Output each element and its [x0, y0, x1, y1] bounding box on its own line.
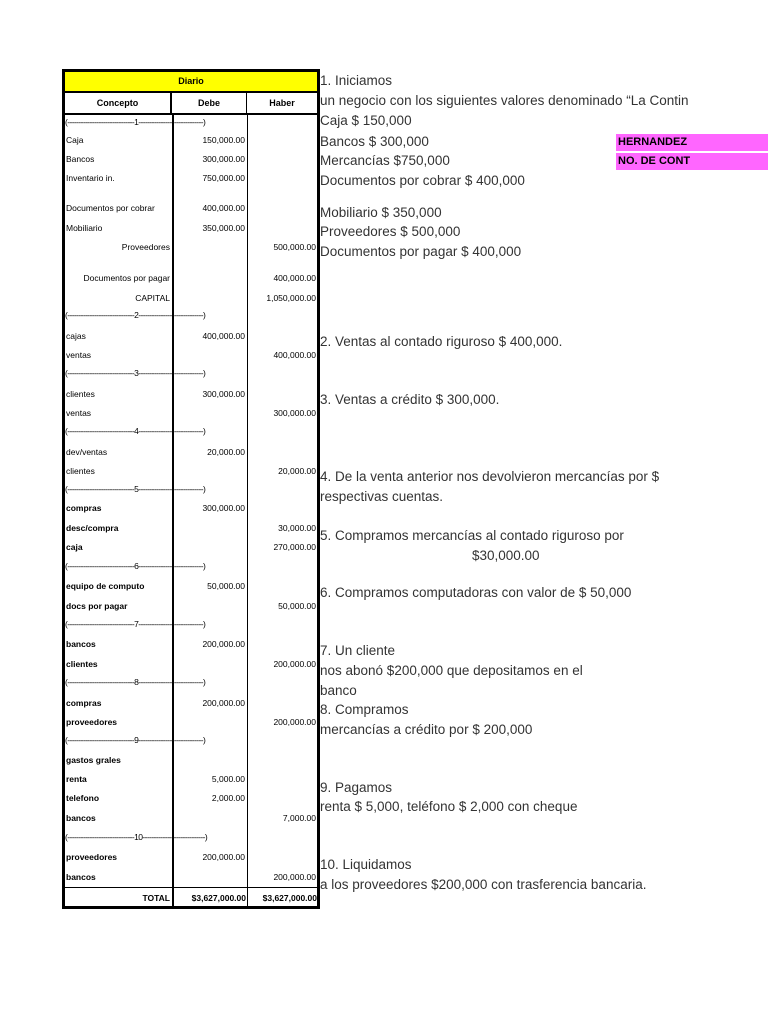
cell-haber: 200,000.00 — [273, 872, 316, 882]
description-line: Caja $ 150,000 — [320, 113, 412, 128]
entry-separator: (------------------------------9-----------------------------) — [65, 735, 206, 745]
cell-haber: 30,000.00 — [278, 523, 316, 533]
cell-haber: 1,050,000.00 — [266, 293, 316, 303]
cell-debe: 300,000.00 — [202, 154, 245, 164]
description-line: 9. Pagamos — [320, 780, 393, 795]
cell-concepto: cajas — [66, 331, 86, 341]
cell-concepto: proveedores — [66, 852, 118, 862]
cell-debe: 5,000.00 — [211, 774, 245, 784]
cell-concepto: Caja — [66, 135, 84, 145]
description-line: 4. De la venta anterior nos devolvieron mercancías por $ — [320, 469, 660, 484]
description-line: 8. Compramos — [320, 702, 409, 717]
cell-debe: 2,000.00 — [211, 793, 245, 803]
description-line: 1. Iniciamos — [320, 73, 393, 88]
description-line: $30,000.00 — [472, 548, 540, 563]
total-haber: $3,627,000.00 — [262, 893, 317, 903]
journal-title: Diario — [65, 72, 317, 93]
cell-concepto: clientes — [66, 389, 95, 399]
cell-concepto: Documentos por pagar — [83, 273, 170, 283]
cell-concepto: bancos — [66, 639, 96, 649]
description-line: un negocio con los siguientes valores denominado “La Contin — [320, 93, 689, 108]
cell-concepto: clientes — [66, 466, 95, 476]
cell-concepto: docs por pagar — [66, 601, 128, 611]
cell-debe: 400,000.00 — [202, 331, 245, 341]
cell-debe: 200,000.00 — [202, 698, 245, 708]
cell-haber: 400,000.00 — [273, 350, 316, 360]
entry-separator: (------------------------------1-----------------------------) — [65, 117, 206, 127]
total-label: TOTAL — [142, 893, 170, 903]
cell-debe: 350,000.00 — [202, 223, 245, 233]
cell-concepto: proveedores — [66, 717, 118, 727]
cell-haber: 500,000.00 — [273, 242, 316, 252]
cell-haber: 50,000.00 — [278, 601, 316, 611]
entry-separator: (------------------------------2-----------------------------) — [65, 310, 206, 320]
cell-haber: 270,000.00 — [273, 542, 316, 552]
cell-concepto: Mobiliario — [66, 223, 103, 233]
description-line: a los proveedores $200,000 con trasferencia bancaria. — [320, 877, 647, 892]
name-tag: HERNANDEZ — [616, 134, 768, 151]
cell-concepto: Bancos — [66, 154, 95, 164]
entry-separator: (------------------------------3-----------------------------) — [65, 368, 206, 378]
description-line: 3. Ventas a crédito $ 300,000. — [320, 392, 500, 407]
cell-concepto: compras — [66, 503, 102, 513]
header-debe: Debe — [172, 93, 247, 113]
description-line: 5. Compramos mercancías al contado riguroso por — [320, 528, 624, 543]
total-debe: $3,627,000.00 — [191, 893, 246, 903]
entry-separator: (------------------------------8-----------------------------) — [65, 677, 206, 687]
description-line: banco — [320, 683, 357, 698]
entry-separator: (------------------------------6-----------------------------) — [65, 561, 206, 571]
cell-concepto: CAPITAL — [135, 293, 170, 303]
cell-concepto: caja — [66, 542, 83, 552]
cell-concepto: gastos grales — [66, 755, 121, 765]
cell-debe: 20,000.00 — [207, 447, 245, 457]
cell-concepto: clientes — [66, 659, 98, 669]
cell-concepto: compras — [66, 698, 102, 708]
cell-concepto: bancos — [66, 872, 96, 882]
description-line: Bancos $ 300,000 — [320, 134, 429, 149]
cell-concepto: Proveedores — [121, 242, 170, 252]
cell-haber: 300,000.00 — [273, 408, 316, 418]
cell-concepto: dev/ventas — [66, 447, 108, 457]
cell-haber: 200,000.00 — [273, 659, 316, 669]
cell-debe: 750,000.00 — [202, 173, 245, 183]
description-line: mercancías a crédito por $ 200,000 — [320, 722, 533, 737]
cell-concepto: telefono — [66, 793, 100, 803]
cell-haber: 200,000.00 — [273, 717, 316, 727]
description-line: 2. Ventas al contado riguroso $ 400,000. — [320, 334, 563, 349]
entry-separator: (------------------------------7-----------------------------) — [65, 619, 206, 629]
description-line: 6. Compramos computadoras con valor de $ 50,000 — [320, 585, 632, 600]
cell-concepto: bancos — [66, 813, 96, 823]
cell-haber: 7,000.00 — [282, 813, 316, 823]
cell-debe: 150,000.00 — [202, 135, 245, 145]
entry-separator: (------------------------------4-----------------------------) — [65, 426, 206, 436]
control-number-tag: NO. DE CONT — [616, 153, 768, 170]
description-line: renta $ 5,000, teléfono $ 2,000 con cheque — [320, 799, 578, 814]
cell-concepto: desc/compra — [66, 523, 119, 533]
description-line: respectivas cuentas. — [320, 489, 444, 504]
description-line: Proveedores $ 500,000 — [320, 224, 461, 239]
description-line: Documentos por cobrar $ 400,000 — [320, 173, 525, 188]
cell-concepto: ventas — [66, 408, 92, 418]
cell-debe: 400,000.00 — [202, 203, 245, 213]
description-line: Mercancías $750,000 — [320, 153, 450, 168]
cell-haber: 20,000.00 — [278, 466, 316, 476]
cell-debe: 300,000.00 — [202, 389, 245, 399]
cell-concepto: renta — [66, 774, 87, 784]
cell-debe: 200,000.00 — [202, 639, 245, 649]
description-line: nos abonó $200,000 que depositamos en el — [320, 663, 583, 678]
entry-separator: (------------------------------10----------------------------) — [65, 832, 208, 842]
cell-concepto: ventas — [66, 350, 92, 360]
cell-debe: 300,000.00 — [202, 503, 245, 513]
description-line: 10. Liquidamos — [320, 857, 412, 872]
entry-separator: (------------------------------5-----------------------------) — [65, 484, 206, 494]
cell-concepto: Documentos por cobrar — [66, 203, 155, 213]
cell-haber: 400,000.00 — [273, 273, 316, 283]
header-concepto: Concepto — [65, 93, 172, 113]
cell-debe: 200,000.00 — [202, 852, 245, 862]
description-line: Mobiliario $ 350,000 — [320, 205, 442, 220]
description-line: Documentos por pagar $ 400,000 — [320, 244, 522, 259]
cell-debe: 50,000.00 — [207, 581, 245, 591]
description-line: 7. Un cliente — [320, 643, 396, 658]
cell-concepto: equipo de computo — [66, 581, 145, 591]
header-haber: Haber — [269, 98, 295, 108]
cell-concepto: Inventario in. — [66, 173, 115, 183]
